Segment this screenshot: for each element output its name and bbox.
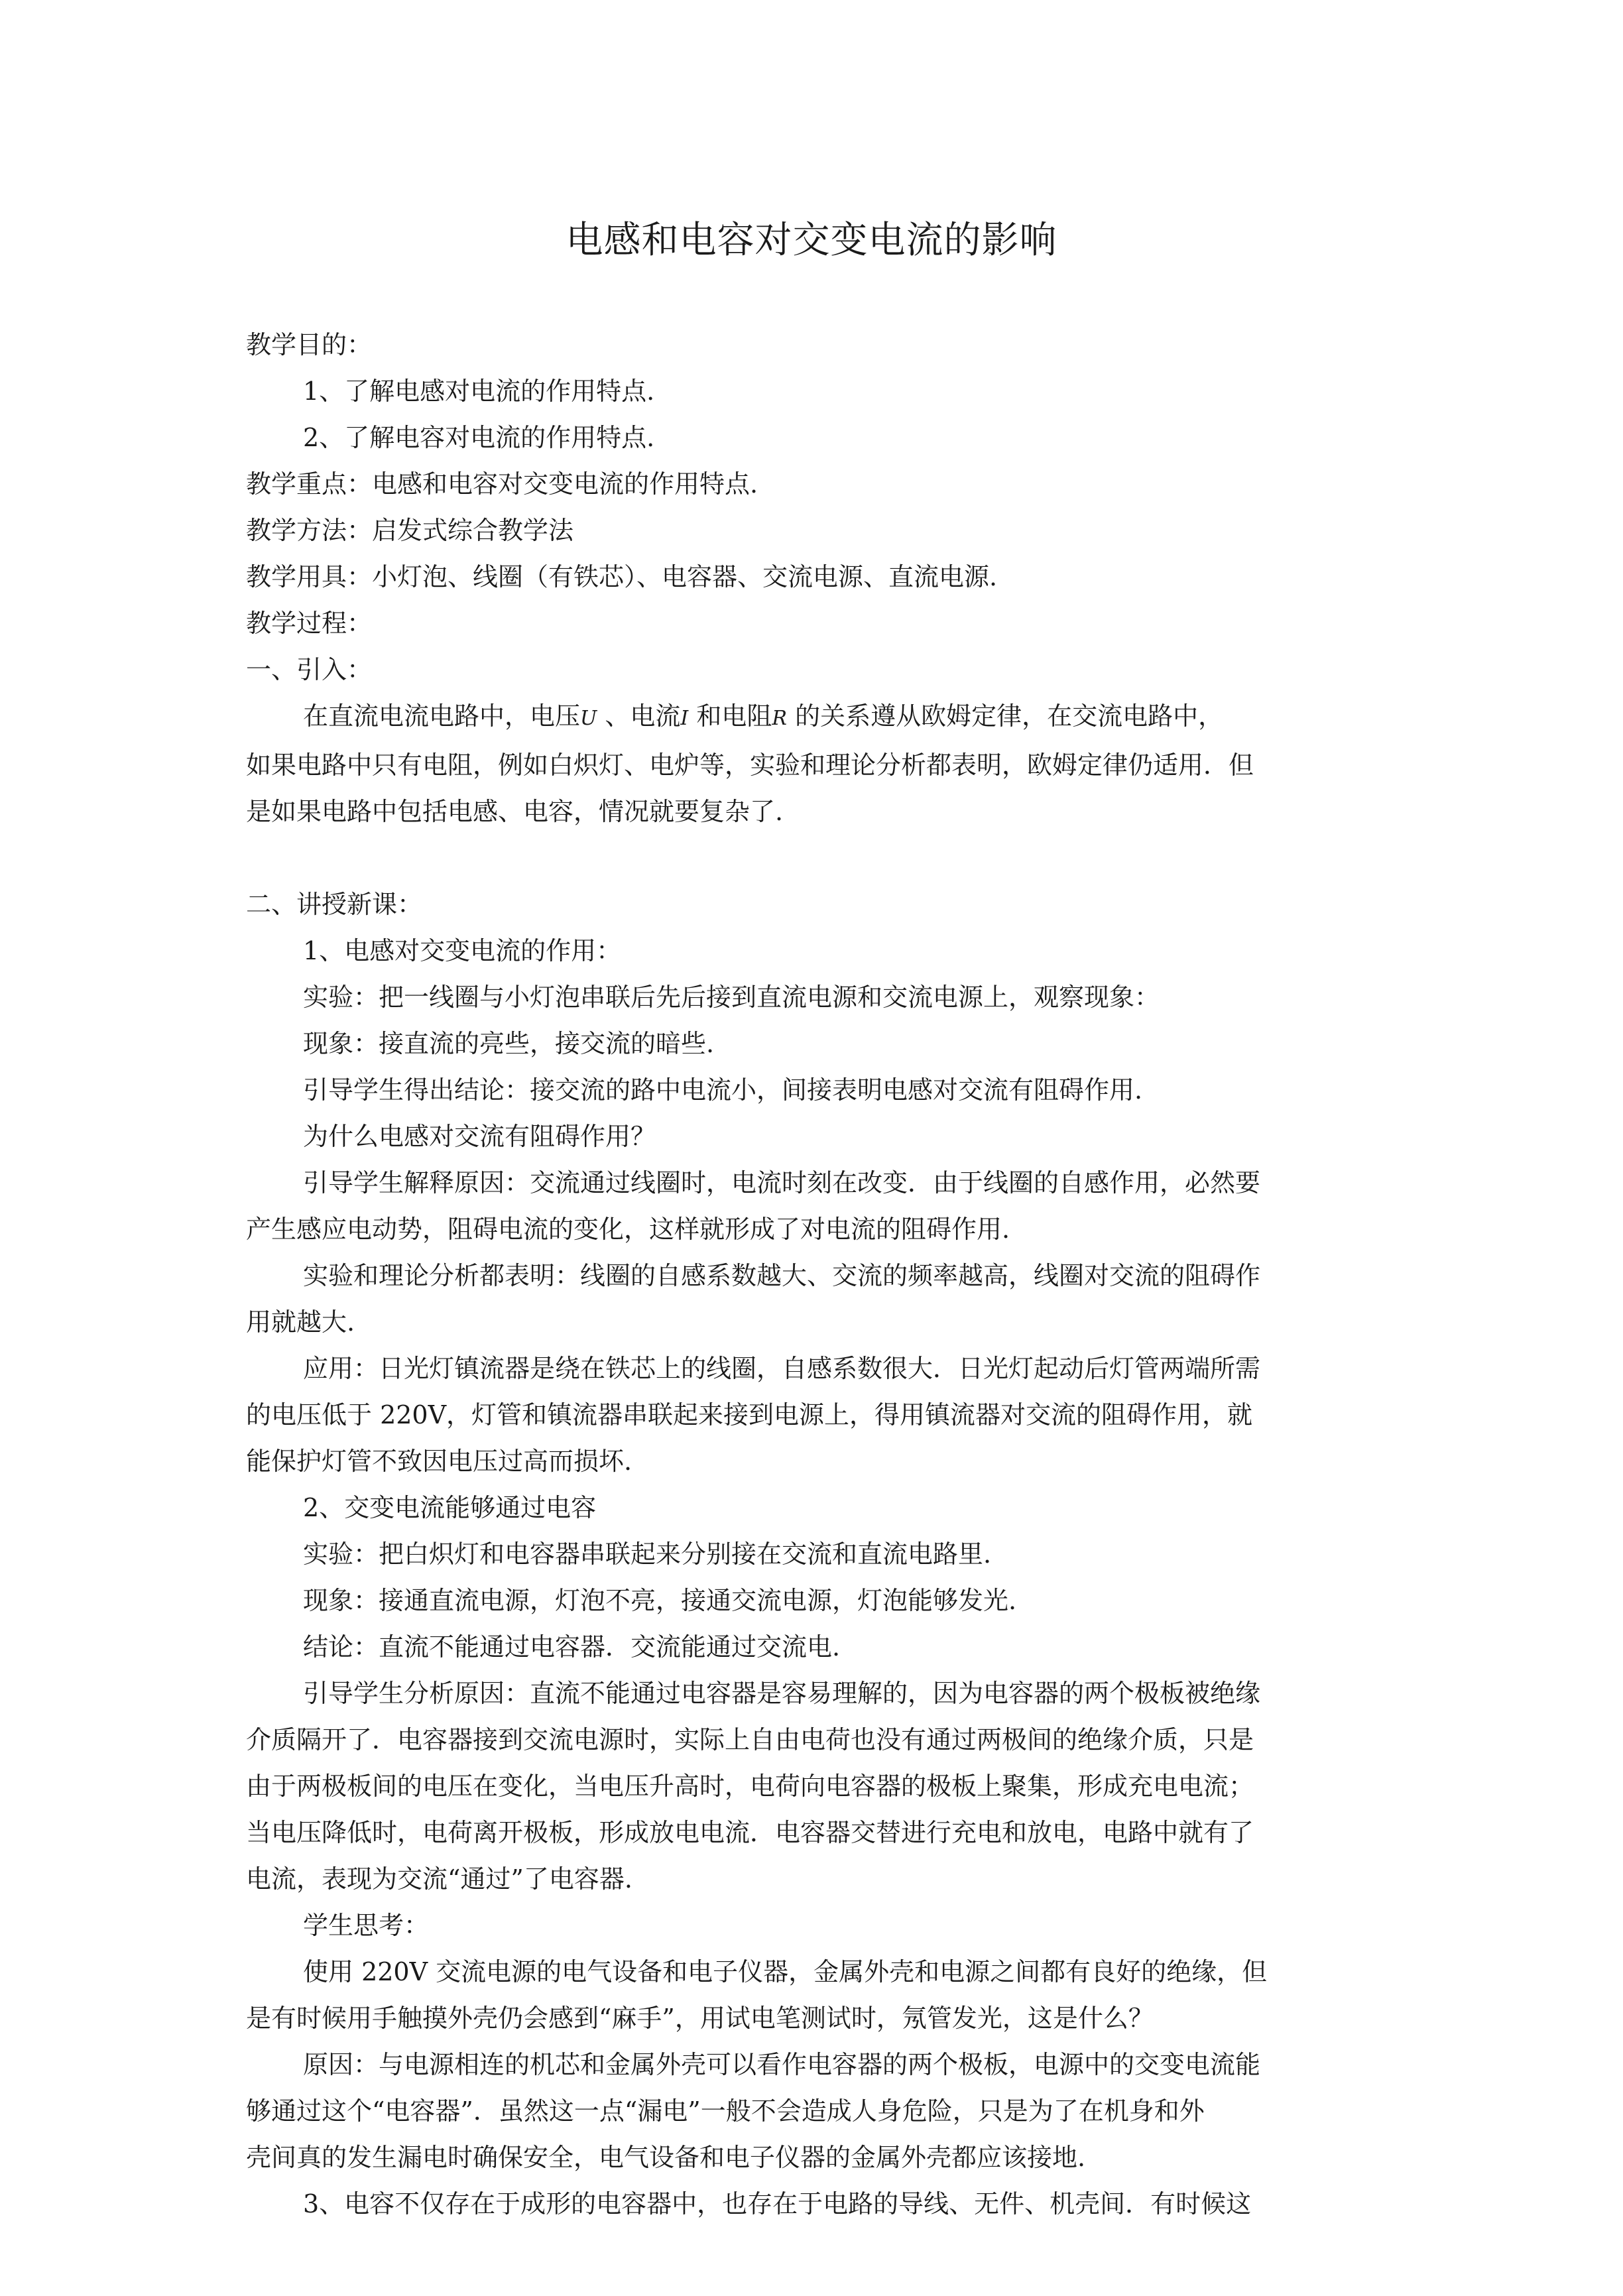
inductor-experiment: 实验：把一线圈与小灯泡串联后先后接到直流电源和交流电源上，观察现象： — [303, 983, 1160, 1012]
intro-line-2: 如果电路中只有电阻，例如白炽灯、电炉等，实验和理论分析都表明，欧姆定律仍适用．但 — [246, 751, 1254, 780]
inductor-application-1: 应用：日光灯镇流器是绕在铁芯上的线圈，自感系数很大．日光灯起动后灯管两端所需 — [303, 1354, 1261, 1383]
variable-i: I — [680, 707, 689, 730]
capacitor-explain-2: 介质隔开了．电容器接到交流电源时，实际上自由电荷也没有通过两极间的绝缘介质，只是 — [246, 1725, 1254, 1754]
inductor-question: 为什么电感对交流有阻碍作用？ — [303, 1122, 656, 1151]
page-title: 电感和电容对交变电流的影响 — [566, 219, 1057, 262]
capacitor-experiment: 实验：把白炽灯和电容器串联起来分别接在交流和直流电路里. — [303, 1540, 992, 1569]
capacitor-explain-4: 当电压降低时，电荷离开极板，形成放电电流．电容器交替进行充电和放电，电路中就有了 — [246, 1818, 1254, 1847]
student-thinking: 学生思考： — [303, 1911, 430, 1940]
inductor-application-2: 的电压低于 220V，灯管和镇流器串联起来接到电源上，得用镇流器对交流的阻碍作用，就 — [246, 1400, 1253, 1429]
intro-line-3: 是如果电路中包括电感、电容，情况就要复杂了. — [246, 797, 784, 826]
objective-2: 2、了解电容对电流的作用特点. — [303, 423, 655, 452]
inductor-explain-1: 引导学生解释原因：交流通过线圈时，电流时刻在改变．由于线圈的自感作用，必然要 — [303, 1168, 1261, 1197]
inductor-application-3: 能保护灯管不致因电压过高而损坏. — [246, 1447, 632, 1476]
reason-line-1: 原因：与电源相连的机芯和金属外壳可以看作电容器的两个极板，电源中的交变电流能 — [303, 2050, 1261, 2079]
document-body — [246, 322, 1403, 2227]
intro-paragraph: 在直流电流电路中，电压U 、电流I 和电阻R 的关系遵从欧姆定律，在交流电路中， — [303, 701, 1224, 731]
objective-1: 1、了解电感对电流的作用特点. — [303, 377, 655, 406]
capacitor-explain-3: 由于两极板间的电压在变化，当电压升高时，电荷向电容器的极板上聚集，形成充电电流； — [246, 1772, 1254, 1801]
key-point: 教学重点：电感和电容对交变电流的作用特点. — [246, 469, 758, 499]
section-2-heading: 二、讲授新课： — [246, 890, 423, 919]
question-line-2: 是有时候用手触摸外壳仍会感到“麻手”，用试电笔测试时，氖管发光，这是什么？ — [246, 2004, 1154, 2033]
capacitor-phenomenon: 现象：接通直流电源，灯泡不亮，接通交流电源，灯泡能够发光. — [303, 1586, 1017, 1615]
capacitor-conclusion: 结论：直流不能通过电容器．交流能通过交流电. — [303, 1632, 841, 1662]
section-1-heading: 一、引入： — [246, 655, 373, 684]
capacitor-heading: 2、交变电流能够通过电容 — [303, 1493, 597, 1522]
objectives-heading: 教学目的： — [246, 330, 373, 359]
variable-r: R — [772, 707, 787, 730]
spacer — [246, 835, 1403, 881]
reason-line-2: 够通过这个“电容器”．虽然这一点“漏电”一般不会造成人身危险，只是为了在机身和外 — [246, 2096, 1205, 2126]
question-line-1: 使用 220V 交流电源的电气设备和电子仪器，金属外壳和电源之间都有良好的绝缘，但 — [303, 1957, 1268, 1986]
variable-u: U — [580, 707, 597, 730]
inductor-heading: 1、电感对交变电流的作用： — [303, 936, 622, 965]
teaching-tools: 教学用具：小灯泡、线圈（有铁芯）、电容器、交流电源、直流电源. — [246, 562, 998, 591]
capacitor-explain-5: 电流，表现为交流“通过”了电容器. — [246, 1864, 632, 1894]
inductor-phenomenon: 现象：接直流的亮些，接交流的暗些. — [303, 1029, 715, 1058]
process-heading: 教学过程： — [246, 609, 373, 638]
inductor-analysis-1: 实验和理论分析都表明：线圈的自感系数越大、交流的频率越高，线圈对交流的阻碍作 — [303, 1261, 1261, 1290]
capacitor-explain-1: 引导学生分析原因：直流不能通过电容器是容易理解的，因为电容器的两个极板被绝缘 — [303, 1679, 1261, 1708]
point-3: 3、电容不仅存在于成形的电容器中，也存在于电路的导线、无件、机壳间．有时候这 — [303, 2189, 1252, 2218]
teaching-method: 教学方法：启发式综合教学法 — [246, 516, 574, 545]
inductor-analysis-2: 用就越大. — [246, 1307, 355, 1337]
reason-line-3: 壳间真的发生漏电时确保安全，电气设备和电子仪器的金属外壳都应该接地. — [246, 2143, 1086, 2172]
inductor-conclusion: 引导学生得出结论：接交流的路中电流小，间接表明电感对交流有阻碍作用. — [303, 1075, 1143, 1105]
inductor-explain-2: 产生感应电动势，阻碍电流的变化，这样就形成了对电流的阻碍作用. — [246, 1215, 1010, 1244]
